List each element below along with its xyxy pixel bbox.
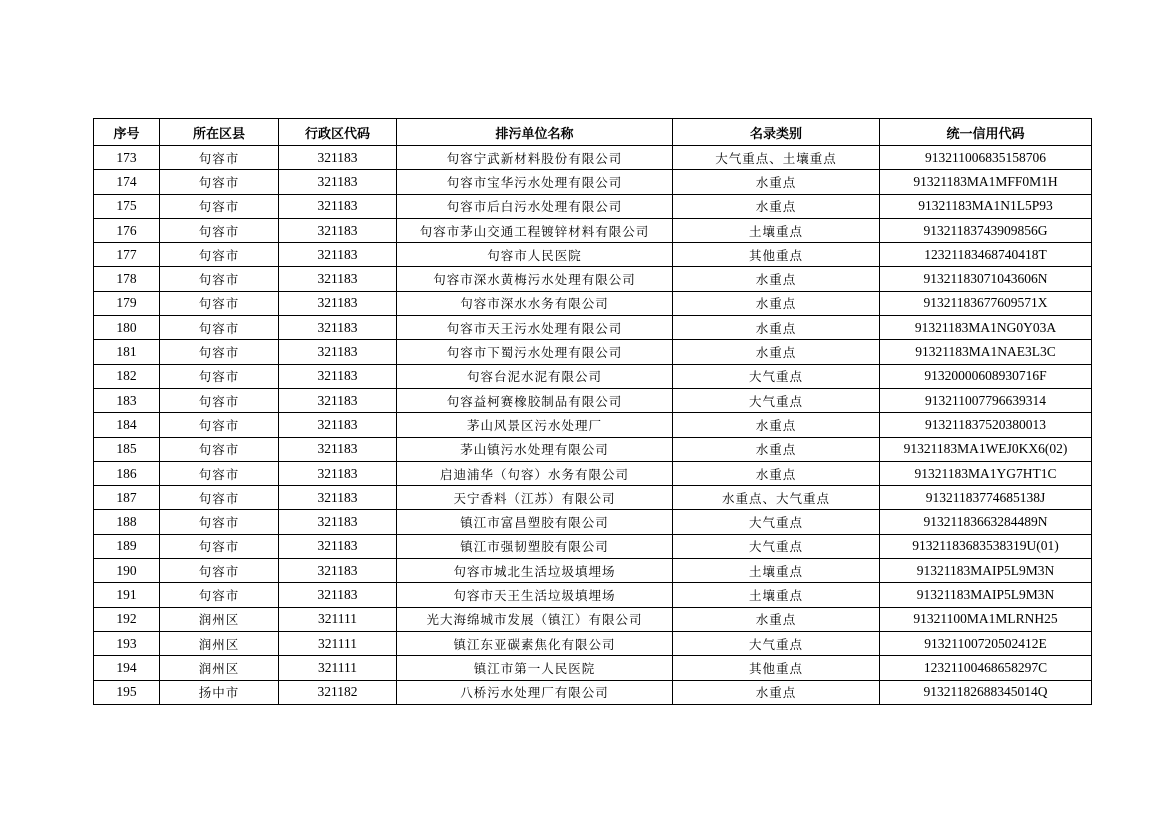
table-row xyxy=(94,559,1092,583)
cell-serial-number: 193 xyxy=(94,631,160,655)
cell-category: 水重点 xyxy=(673,291,880,315)
cell-category: 水重点 xyxy=(673,461,880,485)
table-row xyxy=(94,316,1092,340)
cell-serial-number: 178 xyxy=(94,267,160,291)
cell-serial-number: 186 xyxy=(94,461,160,485)
table-row xyxy=(94,413,1092,437)
cell-admin-code: 321183 xyxy=(279,364,397,388)
cell-unit-name: 启迪浦华（句容）水务有限公司 xyxy=(397,461,673,485)
cell-district: 句容市 xyxy=(160,437,279,461)
cell-admin-code: 321183 xyxy=(279,340,397,364)
cell-admin-code: 321183 xyxy=(279,170,397,194)
cell-unit-name: 句容台泥水泥有限公司 xyxy=(397,364,673,388)
header-row xyxy=(94,119,1092,146)
cell-category: 水重点、大气重点 xyxy=(673,486,880,510)
cell-category: 大气重点 xyxy=(673,631,880,655)
cell-unit-name: 句容市深水水务有限公司 xyxy=(397,291,673,315)
header-serial-number: 序号 xyxy=(94,119,160,146)
cell-credit-code: 91321183MAIP5L9M3N xyxy=(880,583,1092,607)
cell-district: 句容市 xyxy=(160,170,279,194)
cell-unit-name: 句容市后白污水处理有限公司 xyxy=(397,194,673,218)
cell-district: 句容市 xyxy=(160,291,279,315)
cell-credit-code: 913211837520380013 xyxy=(880,413,1092,437)
cell-category: 土壤重点 xyxy=(673,583,880,607)
cell-admin-code: 321183 xyxy=(279,583,397,607)
cell-district: 润州区 xyxy=(160,607,279,631)
pollutant-registry-table xyxy=(93,118,1092,705)
table-row xyxy=(94,340,1092,364)
cell-admin-code: 321183 xyxy=(279,146,397,170)
cell-serial-number: 185 xyxy=(94,437,160,461)
cell-category: 其他重点 xyxy=(673,656,880,680)
cell-serial-number: 183 xyxy=(94,388,160,412)
cell-district: 句容市 xyxy=(160,534,279,558)
cell-category: 大气重点 xyxy=(673,534,880,558)
cell-credit-code: 91321183MA1YG7HT1C xyxy=(880,461,1092,485)
cell-category: 水重点 xyxy=(673,194,880,218)
cell-unit-name: 镇江市第一人民医院 xyxy=(397,656,673,680)
cell-credit-code: 91321183663284489N xyxy=(880,510,1092,534)
cell-unit-name: 镇江市富昌塑胶有限公司 xyxy=(397,510,673,534)
cell-unit-name: 句容市下蜀污水处理有限公司 xyxy=(397,340,673,364)
cell-serial-number: 176 xyxy=(94,218,160,242)
table-row xyxy=(94,146,1092,170)
cell-unit-name: 句容市深水黄梅污水处理有限公司 xyxy=(397,267,673,291)
cell-admin-code: 321183 xyxy=(279,388,397,412)
cell-unit-name: 句容市茅山交通工程镀锌材料有限公司 xyxy=(397,218,673,242)
table-row xyxy=(94,267,1092,291)
cell-credit-code: 91321100720502412E xyxy=(880,631,1092,655)
cell-unit-name: 镇江市强韧塑胶有限公司 xyxy=(397,534,673,558)
cell-district: 句容市 xyxy=(160,510,279,534)
table-header xyxy=(94,119,1092,146)
cell-credit-code: 91321100MA1MLRNH25 xyxy=(880,607,1092,631)
cell-district: 句容市 xyxy=(160,218,279,242)
cell-district: 句容市 xyxy=(160,316,279,340)
cell-unit-name: 光大海绵城市发展（镇江）有限公司 xyxy=(397,607,673,631)
cell-category: 大气重点 xyxy=(673,510,880,534)
cell-category: 水重点 xyxy=(673,437,880,461)
cell-admin-code: 321111 xyxy=(279,631,397,655)
cell-credit-code: 91321183MA1WEJ0KX6(02) xyxy=(880,437,1092,461)
cell-credit-code: 913211006835158706 xyxy=(880,146,1092,170)
table-row xyxy=(94,631,1092,655)
cell-serial-number: 191 xyxy=(94,583,160,607)
table-row xyxy=(94,218,1092,242)
cell-unit-name: 八桥污水处理厂有限公司 xyxy=(397,680,673,704)
table-row xyxy=(94,291,1092,315)
cell-unit-name: 句容益柯赛橡胶制品有限公司 xyxy=(397,388,673,412)
cell-serial-number: 190 xyxy=(94,559,160,583)
cell-district: 句容市 xyxy=(160,364,279,388)
cell-serial-number: 175 xyxy=(94,194,160,218)
cell-credit-code: 91320000608930716F xyxy=(880,364,1092,388)
cell-admin-code: 321111 xyxy=(279,607,397,631)
cell-district: 扬中市 xyxy=(160,680,279,704)
cell-admin-code: 321183 xyxy=(279,510,397,534)
table-body xyxy=(94,146,1092,705)
header-admin-code: 行政区代码 xyxy=(279,119,397,146)
table-row xyxy=(94,461,1092,485)
table-row xyxy=(94,388,1092,412)
cell-credit-code: 91321183MA1N1L5P93 xyxy=(880,194,1092,218)
cell-unit-name: 句容市人民医院 xyxy=(397,243,673,267)
cell-serial-number: 173 xyxy=(94,146,160,170)
cell-category: 土壤重点 xyxy=(673,559,880,583)
cell-admin-code: 321183 xyxy=(279,461,397,485)
cell-admin-code: 321183 xyxy=(279,534,397,558)
table-row xyxy=(94,437,1092,461)
cell-credit-code: 91321183743909856G xyxy=(880,218,1092,242)
cell-category: 大气重点 xyxy=(673,388,880,412)
table-row xyxy=(94,364,1092,388)
table-row xyxy=(94,583,1092,607)
cell-category: 大气重点 xyxy=(673,364,880,388)
cell-unit-name: 茅山风景区污水处理厂 xyxy=(397,413,673,437)
cell-admin-code: 321183 xyxy=(279,559,397,583)
cell-unit-name: 句容市城北生活垃圾填埋场 xyxy=(397,559,673,583)
cell-admin-code: 321183 xyxy=(279,316,397,340)
cell-district: 润州区 xyxy=(160,631,279,655)
cell-admin-code: 321183 xyxy=(279,243,397,267)
cell-serial-number: 194 xyxy=(94,656,160,680)
cell-district: 句容市 xyxy=(160,267,279,291)
cell-credit-code: 91321183071043606N xyxy=(880,267,1092,291)
cell-unit-name: 句容市宝华污水处理有限公司 xyxy=(397,170,673,194)
cell-serial-number: 180 xyxy=(94,316,160,340)
cell-admin-code: 321183 xyxy=(279,291,397,315)
cell-district: 句容市 xyxy=(160,388,279,412)
cell-category: 水重点 xyxy=(673,413,880,437)
header-credit-code: 统一信用代码 xyxy=(880,119,1092,146)
cell-district: 句容市 xyxy=(160,146,279,170)
cell-category: 其他重点 xyxy=(673,243,880,267)
table-row xyxy=(94,510,1092,534)
header-category: 名录类别 xyxy=(673,119,880,146)
cell-serial-number: 184 xyxy=(94,413,160,437)
table-row xyxy=(94,243,1092,267)
cell-serial-number: 188 xyxy=(94,510,160,534)
cell-category: 土壤重点 xyxy=(673,218,880,242)
cell-credit-code: 91321183MA1MFF0M1H xyxy=(880,170,1092,194)
cell-credit-code: 913211007796639314 xyxy=(880,388,1092,412)
cell-credit-code: 91321183683538319U(01) xyxy=(880,534,1092,558)
table-row xyxy=(94,656,1092,680)
cell-credit-code: 91321182688345014Q xyxy=(880,680,1092,704)
cell-district: 句容市 xyxy=(160,243,279,267)
cell-district: 句容市 xyxy=(160,413,279,437)
cell-admin-code: 321183 xyxy=(279,437,397,461)
cell-serial-number: 174 xyxy=(94,170,160,194)
cell-credit-code: 91321183MA1NAE3L3C xyxy=(880,340,1092,364)
header-unit-name: 排污单位名称 xyxy=(397,119,673,146)
cell-credit-code: 12321183468740418T xyxy=(880,243,1092,267)
table-row xyxy=(94,680,1092,704)
cell-unit-name: 句容市天王生活垃圾填埋场 xyxy=(397,583,673,607)
cell-district: 句容市 xyxy=(160,340,279,364)
cell-unit-name: 天宁香料（江苏）有限公司 xyxy=(397,486,673,510)
cell-district: 句容市 xyxy=(160,486,279,510)
cell-credit-code: 12321100468658297C xyxy=(880,656,1092,680)
table-row xyxy=(94,607,1092,631)
cell-serial-number: 187 xyxy=(94,486,160,510)
cell-admin-code: 321183 xyxy=(279,194,397,218)
cell-admin-code: 321183 xyxy=(279,486,397,510)
cell-district: 句容市 xyxy=(160,583,279,607)
cell-category: 水重点 xyxy=(673,316,880,340)
cell-serial-number: 179 xyxy=(94,291,160,315)
cell-serial-number: 181 xyxy=(94,340,160,364)
cell-credit-code: 91321183774685138J xyxy=(880,486,1092,510)
table-row xyxy=(94,170,1092,194)
table-row xyxy=(94,194,1092,218)
cell-category: 水重点 xyxy=(673,170,880,194)
cell-unit-name: 句容市天王污水处理有限公司 xyxy=(397,316,673,340)
cell-category: 水重点 xyxy=(673,267,880,291)
cell-serial-number: 192 xyxy=(94,607,160,631)
cell-district: 句容市 xyxy=(160,559,279,583)
cell-admin-code: 321111 xyxy=(279,656,397,680)
cell-category: 大气重点、土壤重点 xyxy=(673,146,880,170)
cell-admin-code: 321183 xyxy=(279,413,397,437)
table-row xyxy=(94,486,1092,510)
cell-district: 句容市 xyxy=(160,461,279,485)
cell-credit-code: 91321183677609571X xyxy=(880,291,1092,315)
cell-unit-name: 镇江东亚碳素焦化有限公司 xyxy=(397,631,673,655)
cell-admin-code: 321183 xyxy=(279,267,397,291)
table-row xyxy=(94,534,1092,558)
cell-serial-number: 189 xyxy=(94,534,160,558)
cell-district: 润州区 xyxy=(160,656,279,680)
header-district: 所在区县 xyxy=(160,119,279,146)
cell-category: 水重点 xyxy=(673,340,880,364)
cell-unit-name: 茅山镇污水处理有限公司 xyxy=(397,437,673,461)
cell-credit-code: 91321183MA1NG0Y03A xyxy=(880,316,1092,340)
cell-serial-number: 182 xyxy=(94,364,160,388)
cell-admin-code: 321183 xyxy=(279,218,397,242)
cell-district: 句容市 xyxy=(160,194,279,218)
cell-unit-name: 句容宁武新材料股份有限公司 xyxy=(397,146,673,170)
cell-serial-number: 177 xyxy=(94,243,160,267)
cell-category: 水重点 xyxy=(673,680,880,704)
cell-category: 水重点 xyxy=(673,607,880,631)
cell-credit-code: 91321183MAIP5L9M3N xyxy=(880,559,1092,583)
cell-admin-code: 321182 xyxy=(279,680,397,704)
cell-serial-number: 195 xyxy=(94,680,160,704)
